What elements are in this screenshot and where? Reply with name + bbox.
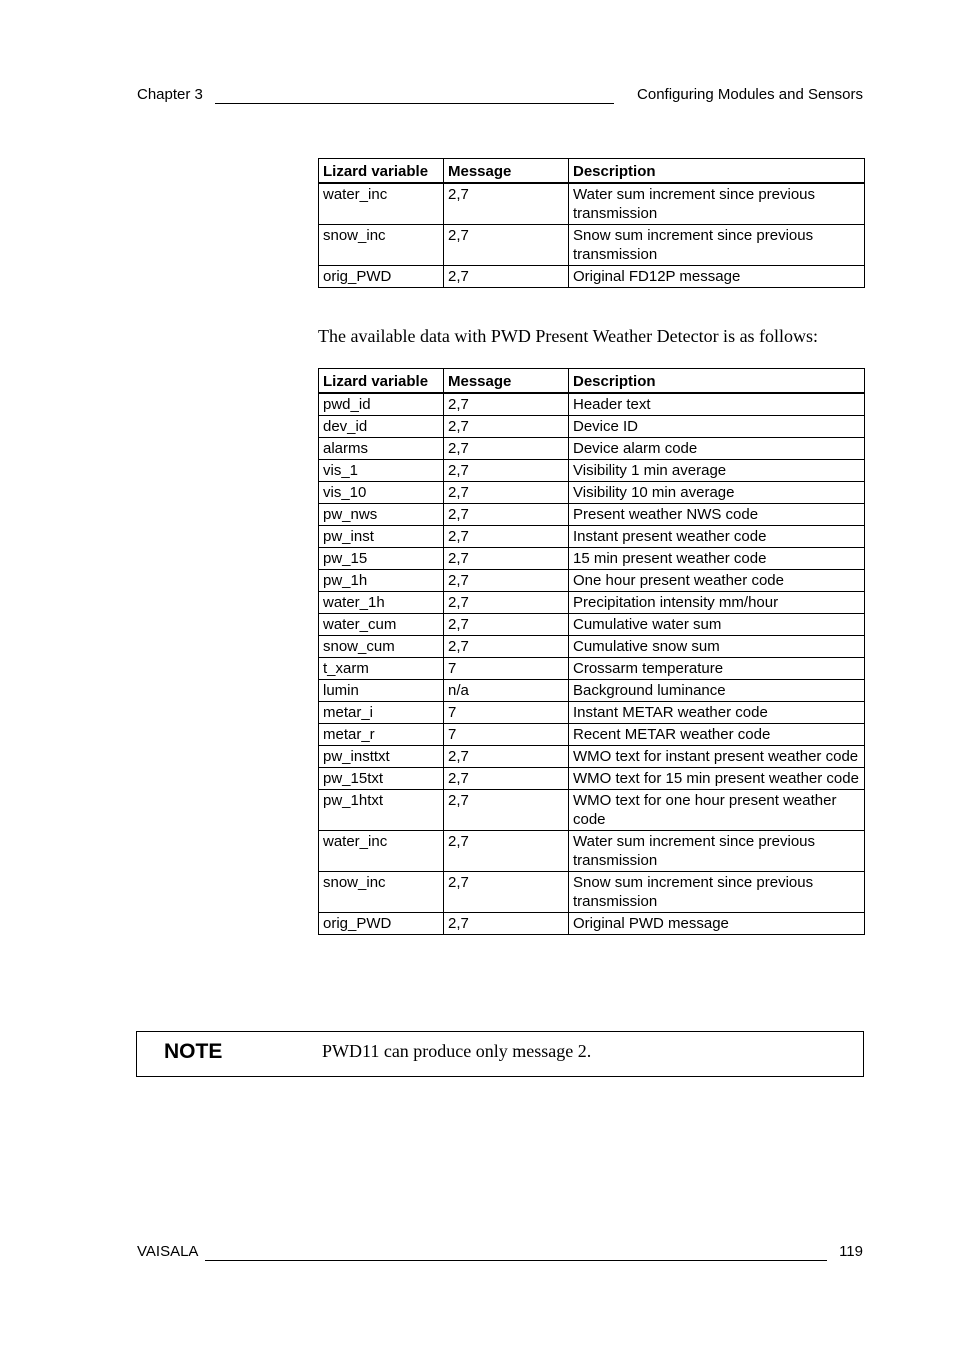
header-rule xyxy=(215,86,614,104)
cell-message: 2,7 xyxy=(444,460,569,482)
table-row xyxy=(319,548,865,570)
table-row xyxy=(319,702,865,724)
cell-description: Original FD12P message xyxy=(569,266,865,288)
cell-message: 2,7 xyxy=(444,548,569,570)
table-row xyxy=(319,614,865,636)
cell-message: 2,7 xyxy=(444,526,569,548)
column-header-variable: Lizard variable xyxy=(319,369,444,394)
note-box xyxy=(136,1031,864,1077)
cell-variable: pw_1h xyxy=(319,570,444,592)
cell-description: Visibility 1 min average xyxy=(569,460,865,482)
cell-message: 2,7 xyxy=(444,831,569,872)
cell-variable: pw_15txt xyxy=(319,768,444,790)
cell-message: 2,7 xyxy=(444,570,569,592)
table-row xyxy=(319,831,865,872)
cell-message: n/a xyxy=(444,680,569,702)
cell-description: Visibility 10 min average xyxy=(569,482,865,504)
table-row xyxy=(319,183,865,225)
cell-message: 2,7 xyxy=(444,266,569,288)
page-footer xyxy=(137,1243,863,1263)
table-row xyxy=(319,746,865,768)
table-row xyxy=(319,658,865,680)
column-header-variable: Lizard variable xyxy=(319,159,444,184)
cell-message: 2,7 xyxy=(444,872,569,913)
cell-variable: snow_inc xyxy=(319,872,444,913)
note-label: NOTE xyxy=(164,1040,223,1063)
table-header-row xyxy=(319,369,865,394)
column-header-message: Message xyxy=(444,369,569,394)
table-row xyxy=(319,460,865,482)
cell-message: 2,7 xyxy=(444,790,569,831)
table-row xyxy=(319,438,865,460)
cell-variable: dev_id xyxy=(319,416,444,438)
column-header-message: Message xyxy=(444,159,569,184)
table-row xyxy=(319,504,865,526)
cell-description: Instant present weather code xyxy=(569,526,865,548)
table-row xyxy=(319,768,865,790)
cell-description: WMO text for 15 min present weather code xyxy=(569,768,865,790)
cell-variable: pw_inst xyxy=(319,526,444,548)
cell-message: 7 xyxy=(444,658,569,680)
cell-description: Water sum increment since previous transmission xyxy=(569,831,865,872)
cell-description: Original PWD message xyxy=(569,913,865,935)
cell-description: Crossarm temperature xyxy=(569,658,865,680)
cell-variable: water_inc xyxy=(319,183,444,225)
table-row xyxy=(319,592,865,614)
cell-message: 2,7 xyxy=(444,636,569,658)
cell-variable: metar_i xyxy=(319,702,444,724)
cell-variable: water_inc xyxy=(319,831,444,872)
cell-message: 2,7 xyxy=(444,592,569,614)
cell-variable: snow_inc xyxy=(319,225,444,266)
cell-message: 2,7 xyxy=(444,482,569,504)
cell-message: 2,7 xyxy=(444,438,569,460)
cell-message: 7 xyxy=(444,702,569,724)
cell-description: Device alarm code xyxy=(569,438,865,460)
cell-description: Cumulative snow sum xyxy=(569,636,865,658)
cell-message: 2,7 xyxy=(444,913,569,935)
cell-variable: t_xarm xyxy=(319,658,444,680)
cell-description: Device ID xyxy=(569,416,865,438)
cell-variable: vis_10 xyxy=(319,482,444,504)
cell-variable: pw_insttxt xyxy=(319,746,444,768)
cell-message: 2,7 xyxy=(444,393,569,416)
cell-description: Recent METAR weather code xyxy=(569,724,865,746)
note-text: PWD11 can produce only message 2. xyxy=(322,1041,592,1061)
cell-description: Present weather NWS code xyxy=(569,504,865,526)
table-pwd-variables xyxy=(318,368,865,935)
cell-variable: pw_nws xyxy=(319,504,444,526)
table-row xyxy=(319,526,865,548)
footer-rule xyxy=(205,1243,827,1261)
cell-variable: pw_15 xyxy=(319,548,444,570)
table-row xyxy=(319,225,865,266)
table-row xyxy=(319,790,865,831)
page-number: 119 xyxy=(839,1243,863,1260)
table-row xyxy=(319,570,865,592)
cell-description: Precipitation intensity mm/hour xyxy=(569,592,865,614)
cell-message: 2,7 xyxy=(444,416,569,438)
cell-variable: pwd_id xyxy=(319,393,444,416)
table-fd12p-continued xyxy=(318,158,865,288)
cell-variable: metar_r xyxy=(319,724,444,746)
table-row xyxy=(319,680,865,702)
cell-description: WMO text for instant present weather code xyxy=(569,746,865,768)
table-row xyxy=(319,393,865,416)
table-row xyxy=(319,913,865,935)
page-header xyxy=(137,86,863,106)
intro-paragraph: The available data with PWD Present Weather Detector is as follows: xyxy=(318,326,819,346)
cell-description: Instant METAR weather code xyxy=(569,702,865,724)
cell-message: 2,7 xyxy=(444,614,569,636)
chapter-label: Chapter 3 xyxy=(137,86,203,103)
cell-message: 2,7 xyxy=(444,183,569,225)
cell-description: Header text xyxy=(569,393,865,416)
cell-description: WMO text for one hour present weather code xyxy=(569,790,865,831)
cell-variable: water_1h xyxy=(319,592,444,614)
table-row xyxy=(319,482,865,504)
cell-variable: pw_1htxt xyxy=(319,790,444,831)
cell-message: 2,7 xyxy=(444,504,569,526)
cell-message: 2,7 xyxy=(444,225,569,266)
table-row xyxy=(319,416,865,438)
table-row xyxy=(319,266,865,288)
cell-message: 2,7 xyxy=(444,746,569,768)
cell-variable: water_cum xyxy=(319,614,444,636)
cell-variable: lumin xyxy=(319,680,444,702)
cell-description: Water sum increment since previous transmission xyxy=(569,183,865,225)
table-row xyxy=(319,724,865,746)
cell-message: 2,7 xyxy=(444,768,569,790)
company-name: VAISALA xyxy=(137,1243,199,1260)
cell-description: Background luminance xyxy=(569,680,865,702)
cell-description: One hour present weather code xyxy=(569,570,865,592)
cell-variable: snow_cum xyxy=(319,636,444,658)
table-row xyxy=(319,872,865,913)
cell-description: 15 min present weather code xyxy=(569,548,865,570)
cell-description: Snow sum increment since previous transmission xyxy=(569,225,865,266)
cell-variable: orig_PWD xyxy=(319,913,444,935)
cell-variable: orig_PWD xyxy=(319,266,444,288)
cell-variable: vis_1 xyxy=(319,460,444,482)
cell-message: 7 xyxy=(444,724,569,746)
table-row xyxy=(319,636,865,658)
section-title: Configuring Modules and Sensors xyxy=(637,86,863,103)
table-header-row xyxy=(319,159,865,184)
column-header-description: Description xyxy=(569,159,865,184)
cell-variable: alarms xyxy=(319,438,444,460)
cell-description: Cumulative water sum xyxy=(569,614,865,636)
column-header-description: Description xyxy=(569,369,865,394)
cell-description: Snow sum increment since previous transmission xyxy=(569,872,865,913)
